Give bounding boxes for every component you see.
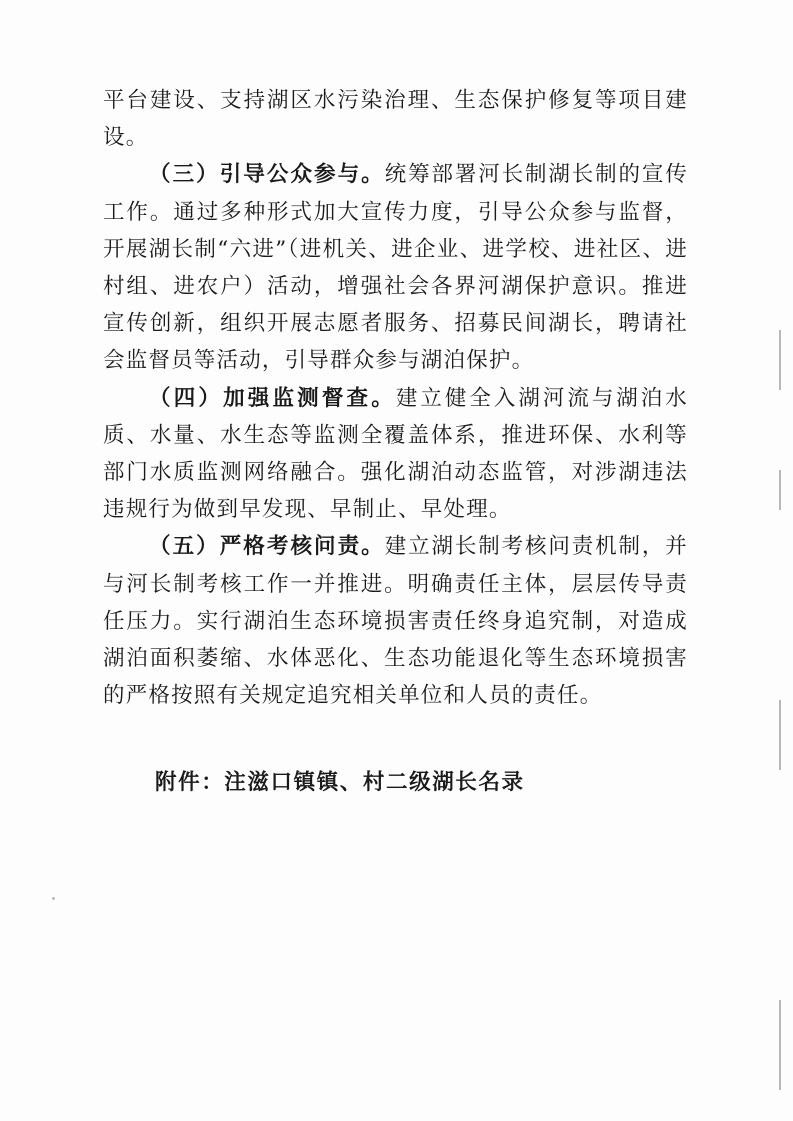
paragraph-text: 统筹部署河长制湖长制的宣传工作。通过多种形式加大宣传力度，引导公众参与监督，开展湖长制“六进”（进机关、进企业、进学校、进社区、进村组、进农户）活动，增强社会各界河湖保护意识。推进宣传创新，组织开展志愿者服务、招募民间湖长，聘请社会监督员等活动，引导群众参与湖泊保护。 <box>103 162 688 374</box>
paragraph-4 <box>103 528 688 714</box>
paragraph-1 <box>103 82 688 156</box>
paragraph-heading: （三）引导公众参与。 <box>149 162 385 188</box>
paragraph-heading: （四）加强监测督查。 <box>149 385 396 411</box>
scan-edge-mark <box>779 1000 781 1090</box>
paragraph-heading: （五）严格考核问责。 <box>149 534 385 560</box>
attachment-line: 附件：注滋口镇镇、村二级湖长名录 <box>155 770 525 795</box>
paragraph-2 <box>103 156 688 379</box>
scan-edge-mark <box>779 700 781 770</box>
paragraph-text: 平台建设、支持湖区水污染治理、生态保护修复等项目建设。 <box>103 88 688 151</box>
paragraph-text: 建立健全入湖河流与湖泊水质、水量、水生态等监测全覆盖体系，推进环保、水利等部门水质监测网络融合。强化湖泊动态监管，对涉湖违法违规行为做到早发现、早制止、早处理。 <box>103 385 688 523</box>
paragraph-text: 建立湖长制考核问责机制，并与河长制考核工作一并推进。明确责任主体，层层传导责任压力。实行湖泊生态环境损害责任终身追究制，对造成湖泊面积萎缩、水体恶化、生态功能退化等生态环境损害的严格按照有关规定追究相关单位和人员的责任。 <box>103 534 688 709</box>
scan-edge-mark <box>779 470 781 510</box>
scan-edge-mark <box>779 330 781 390</box>
body-text <box>103 82 688 714</box>
paragraph-3 <box>103 380 688 529</box>
scan-speck <box>52 897 55 900</box>
